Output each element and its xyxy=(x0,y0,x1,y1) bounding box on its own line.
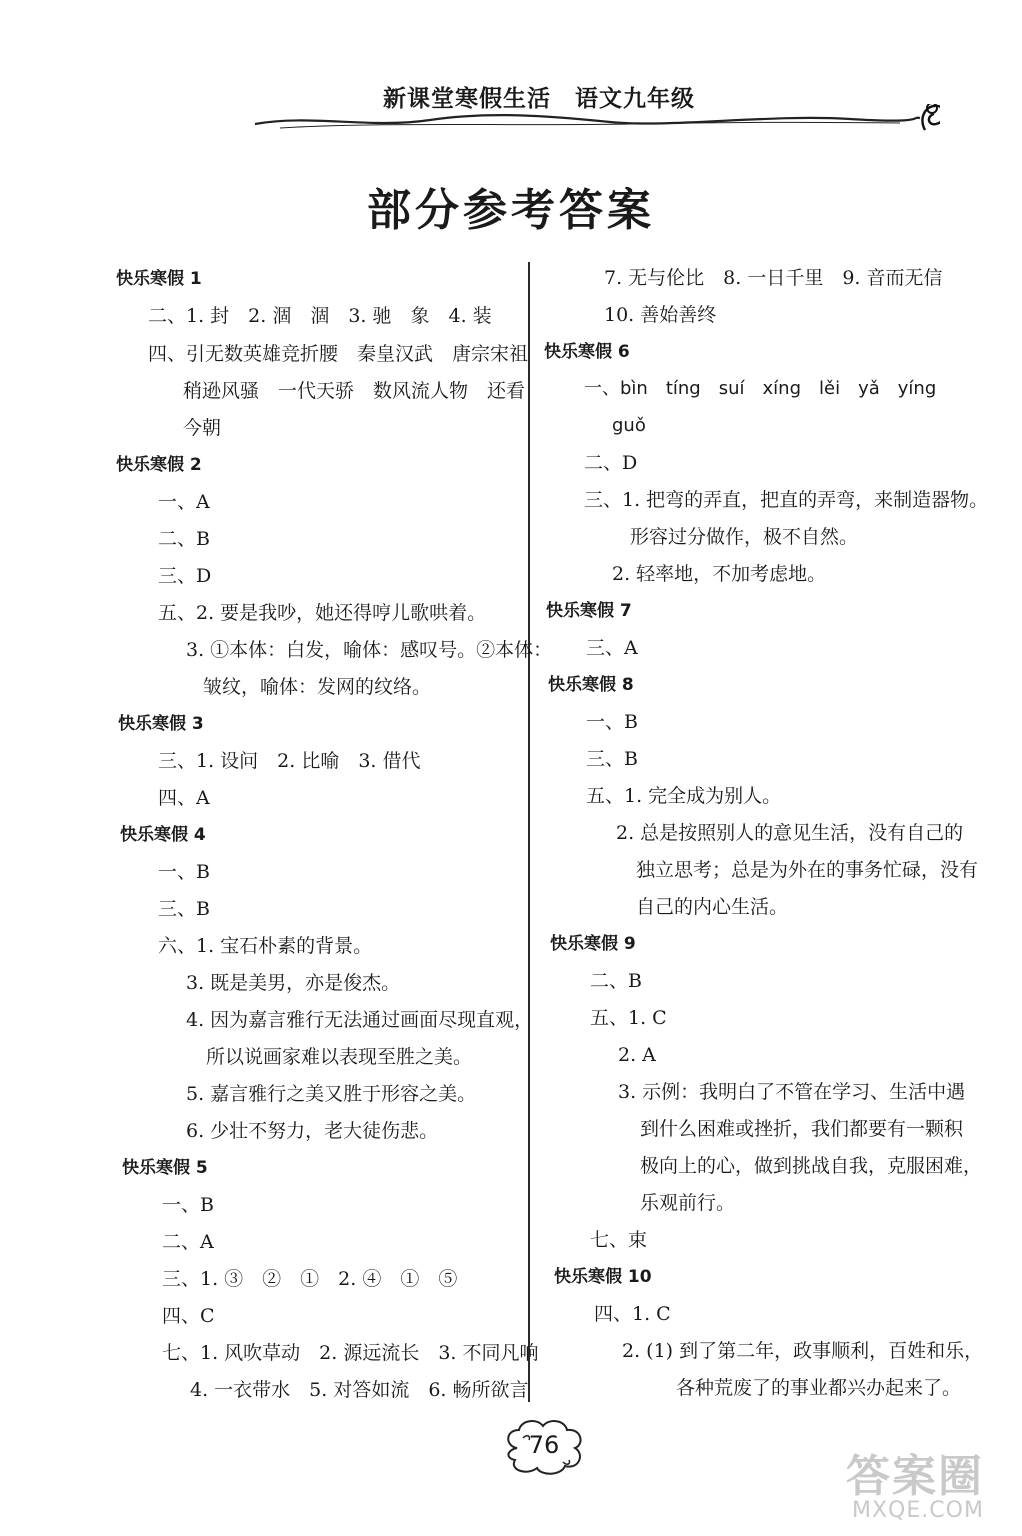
answer-line: 10. 善始善终 xyxy=(604,304,717,326)
answer-line: 4. 一衣带水 5. 对答如流 6. 畅所欲言 xyxy=(190,1379,529,1401)
header-decorative-rule xyxy=(250,104,940,134)
answer-line: 4. 因为嘉言雅行无法通过画面尽现直观， xyxy=(186,1009,534,1031)
section-heading: 快乐寒假 1 xyxy=(116,269,202,289)
section-heading: 快乐寒假 9 xyxy=(550,934,636,954)
watermark-logo-text: 答案圈 xyxy=(846,1451,984,1502)
answer-line: 3. ①本体：白发，喻体：感叹号。②本体： xyxy=(186,639,553,661)
answer-line: 5. 嘉言雅行之美又胜于形容之美。 xyxy=(186,1083,477,1105)
answer-line: 到什么困难或挫折，我们都要有一颗积 xyxy=(640,1118,964,1140)
column-divider xyxy=(528,262,530,1402)
answer-line: 四、引无数英雄竞折腰 秦皇汉武 唐宗宋祖 xyxy=(148,343,529,365)
section-heading: 快乐寒假 5 xyxy=(122,1158,208,1178)
section-heading: 快乐寒假 10 xyxy=(554,1267,652,1287)
section-heading: 快乐寒假 4 xyxy=(120,825,206,845)
answer-line: 皱纹，喻体：发网的纹络。 xyxy=(203,676,432,698)
page-number: 76 xyxy=(528,1431,560,1459)
answer-line: 2. (1) 到了第二年，政事顺利，百姓和乐， xyxy=(622,1340,984,1362)
answer-line: 六、1. 宝石朴素的背景。 xyxy=(158,935,373,957)
answer-line: 三、B xyxy=(586,748,638,770)
answer-line: 五、1. C xyxy=(590,1007,667,1029)
answer-line: 2. 总是按照别人的意见生活，没有自己的 xyxy=(616,822,964,844)
answer-line: 三、1. 设问 2. 比喻 3. 借代 xyxy=(158,750,421,772)
answer-line: 二、B xyxy=(590,970,642,992)
answer-line: 2. 轻率地，不加考虑地。 xyxy=(612,563,827,585)
answer-line: 五、2. 要是我吵，她还得哼儿歌哄着。 xyxy=(158,602,487,624)
section-heading: 快乐寒假 7 xyxy=(546,601,632,621)
answer-line: 七、束 xyxy=(590,1229,648,1251)
answer-line: 四、1. C xyxy=(594,1303,671,1325)
answer-line: 三、B xyxy=(158,898,210,920)
answer-line: 3. 既是美男，亦是俊杰。 xyxy=(186,972,401,994)
header-title: 新课堂寒假生活 语文九年级 xyxy=(383,86,695,112)
answer-line: 四、A xyxy=(158,787,210,809)
answer-line: 三、1. ③ ② ① 2. ④ ① ⑤ xyxy=(162,1268,458,1290)
answer-line: 今朝 xyxy=(183,417,222,439)
answer-line: 二、B xyxy=(158,528,210,550)
answer-line: 一、B xyxy=(586,711,638,733)
answer-line: 三、A xyxy=(586,637,638,659)
answer-line: 形容过分做作，极不自然。 xyxy=(630,526,859,548)
answer-line: 七、1. 风吹草动 2. 源远流长 3. 不同凡响 xyxy=(162,1342,539,1364)
watermark-url: MXQE.COM xyxy=(852,1498,984,1523)
spiral-ornament-icon xyxy=(922,104,940,130)
answer-line: 3. 示例：我明白了不管在学习、生活中遇 xyxy=(618,1081,966,1103)
answer-line: 7. 无与伦比 8. 一日千里 9. 音而无信 xyxy=(604,267,943,289)
answer-line: 五、1. 完全成为别人。 xyxy=(586,785,782,807)
answer-line: 2. A xyxy=(618,1044,656,1066)
answer-line: 所以说画家难以表现至胜之美。 xyxy=(206,1046,473,1068)
answer-line: 各种荒废了的事业都兴办起来了。 xyxy=(676,1377,962,1399)
answer-line: 极向上的心，做到挑战自我，克服困难， xyxy=(640,1155,983,1177)
answer-line: 二、A xyxy=(162,1231,214,1253)
section-heading: 快乐寒假 2 xyxy=(116,455,202,475)
answer-line: 二、D xyxy=(584,452,638,474)
answer-line: 三、D xyxy=(158,565,212,587)
page-title: 部分参考答案 xyxy=(367,185,655,236)
section-heading: 快乐寒假 3 xyxy=(118,714,204,734)
answer-line: 一、bìn tíng suí xíng lěi yǎ yíng xyxy=(584,378,937,399)
answer-line: 稍逊风骚 一代天骄 数风流人物 还看 xyxy=(183,380,526,402)
answer-line: 一、B xyxy=(162,1194,214,1216)
answer-line: 三、1. 把弯的弄直，把直的弄弯，来制造器物。 xyxy=(584,489,989,511)
answer-line: 独立思考；总是为外在的事务忙碌，没有 xyxy=(636,859,979,881)
watermark xyxy=(842,1440,1012,1530)
section-heading: 快乐寒假 8 xyxy=(548,675,634,695)
answer-line: 6. 少壮不努力，老大徒伤悲。 xyxy=(186,1120,439,1142)
answer-line: guǒ xyxy=(612,415,646,436)
answer-line: 二、1. 封 2. 涸 涸 3. 驰 象 4. 装 xyxy=(148,305,492,327)
answer-line: 四、C xyxy=(162,1305,215,1327)
answer-line: 自己的内心生活。 xyxy=(636,896,789,918)
section-heading: 快乐寒假 6 xyxy=(544,342,630,362)
answer-line: 一、B xyxy=(158,861,210,883)
answer-line: 乐观前行。 xyxy=(640,1192,736,1214)
answer-line: 一、A xyxy=(158,491,210,513)
